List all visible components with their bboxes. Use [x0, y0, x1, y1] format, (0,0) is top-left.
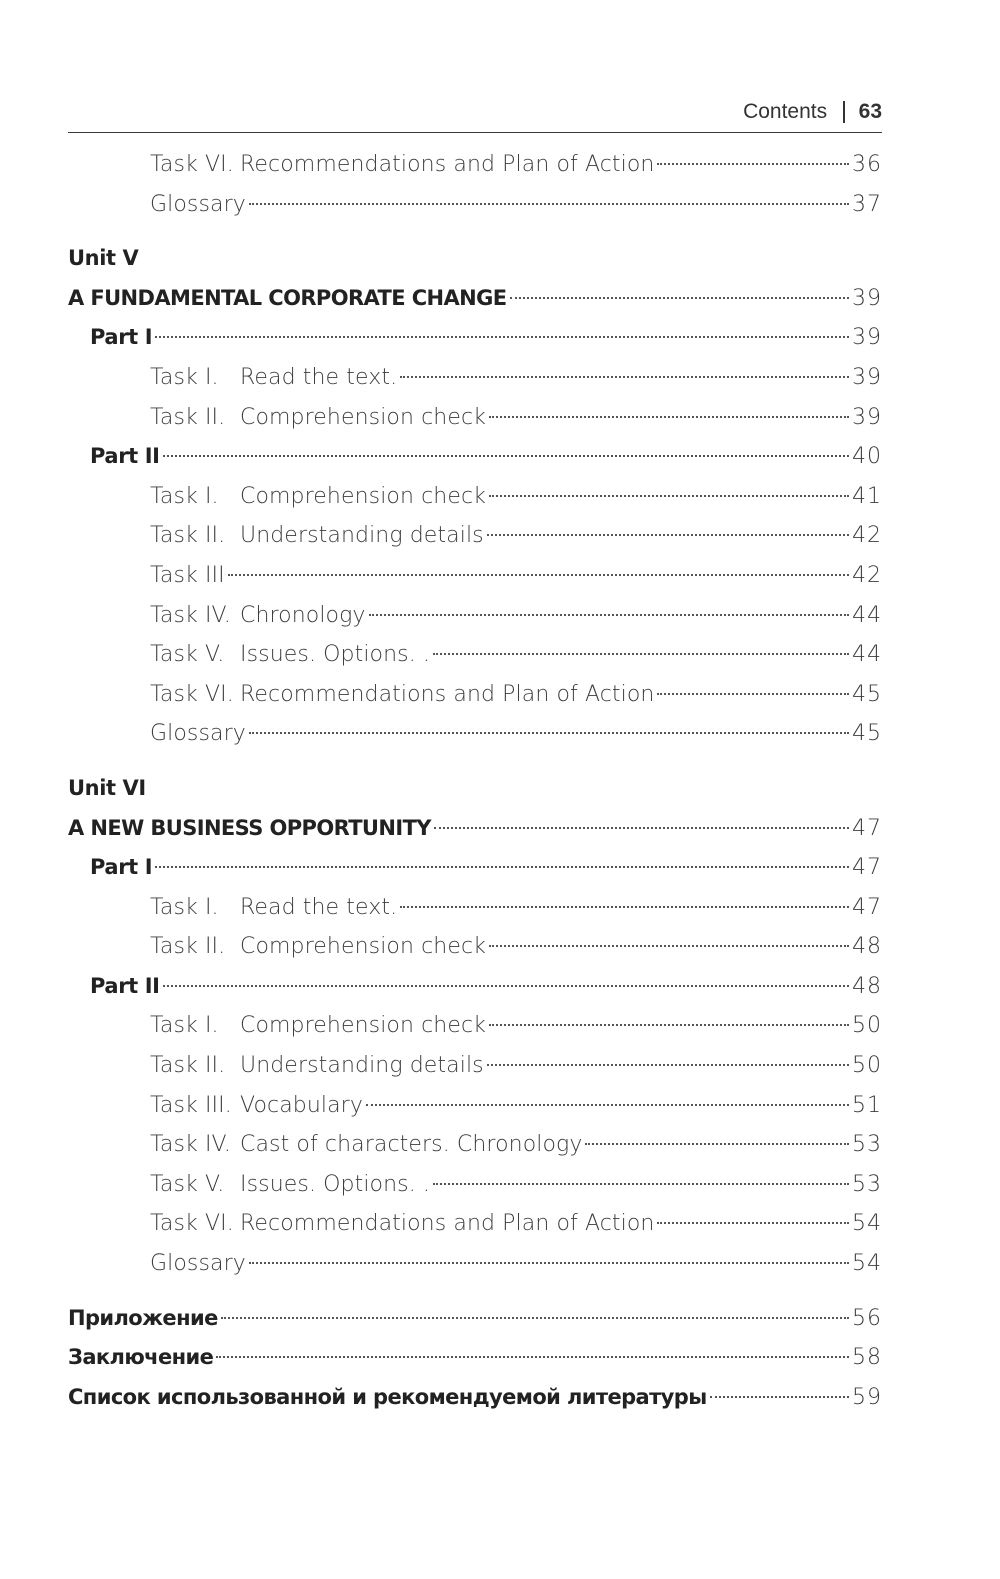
toc-entry[interactable]: [68, 185, 882, 225]
toc-entry[interactable]: [68, 556, 882, 596]
toc-entry-unit[interactable]: [68, 279, 882, 319]
table-of-contents: [68, 145, 882, 1417]
page-number: 39: [852, 325, 882, 351]
task-title: Glossary: [150, 1251, 246, 1277]
part-title: Part I: [90, 325, 153, 350]
toc-entry-conclusion[interactable]: [68, 1338, 882, 1378]
page-number: 53: [852, 1132, 882, 1158]
task-title: Recommendations and Plan of Action: [240, 1211, 655, 1237]
spacer: [68, 754, 882, 769]
unit-label-text: Unit VI: [68, 775, 146, 800]
part-title: Part II: [90, 444, 160, 469]
page-number: 54: [852, 1211, 882, 1237]
leader-dots: [710, 1396, 849, 1398]
header-section-title: Contents: [743, 100, 828, 123]
page-number: 37: [852, 191, 882, 217]
task-number: Task V.: [150, 642, 225, 668]
spacer: [68, 1284, 882, 1299]
header-inner: [743, 100, 882, 124]
back-matter-title: Приложение: [68, 1305, 218, 1330]
toc-entry[interactable]: [68, 675, 882, 715]
task-title: Understanding details: [240, 523, 484, 549]
page-number: 48: [852, 973, 882, 999]
toc-entry[interactable]: [68, 1046, 882, 1086]
toc-entry-unit[interactable]: [68, 809, 882, 849]
task-title: Issues. Options. .: [240, 1171, 431, 1197]
task-title: Read the text.: [240, 894, 398, 920]
leader-dots: [216, 1356, 849, 1358]
task-title: Vocabulary: [240, 1092, 363, 1118]
toc-entry[interactable]: [68, 635, 882, 675]
task-title: Recommendations and Plan of Action: [240, 152, 655, 177]
task-title: Comprehension check: [240, 483, 487, 509]
unit-label: [68, 239, 882, 279]
page-number: 47: [852, 894, 882, 920]
task-title: Read the text.: [240, 364, 398, 390]
leader-dots: [221, 1317, 849, 1319]
page-number: 51: [852, 1092, 882, 1118]
part-title: Part I: [90, 855, 153, 880]
header-separator: [843, 101, 845, 123]
back-matter-title: Заключение: [68, 1345, 214, 1370]
task-number: Task V.: [150, 1171, 225, 1197]
toc-entry[interactable]: [68, 516, 882, 556]
leader-dots: [369, 614, 849, 616]
leader-dots: [433, 1183, 849, 1185]
toc-entry[interactable]: [68, 927, 882, 967]
task-number: Task VI.: [150, 1211, 234, 1237]
task-title: Cast of characters. Chronology: [240, 1132, 583, 1158]
leader-dots: [657, 693, 849, 695]
page-number: 47: [852, 815, 882, 841]
task-number: Task I.: [150, 483, 219, 509]
spacer: [68, 224, 882, 239]
page-number: 53: [852, 1171, 882, 1197]
toc-entry-bibliography[interactable]: [68, 1378, 882, 1418]
task-number: Task II.: [150, 404, 226, 430]
page-number: 47: [852, 855, 882, 881]
leader-dots: [489, 416, 849, 418]
running-header: [68, 98, 882, 133]
header-page-number: 63: [858, 100, 882, 123]
page-number: 42: [852, 562, 882, 588]
leader-dots: [155, 336, 849, 338]
leader-dots: [400, 906, 849, 908]
toc-entry[interactable]: [68, 358, 882, 398]
toc-entry[interactable]: [68, 1204, 882, 1244]
leader-dots: [155, 866, 849, 868]
toc-entry[interactable]: [68, 398, 882, 438]
leader-dots: [657, 163, 849, 165]
toc-entry-part[interactable]: [68, 318, 882, 358]
page-number: 56: [852, 1305, 882, 1331]
task-number: Task III.: [150, 1092, 232, 1118]
leader-dots: [510, 297, 849, 299]
leader-dots: [366, 1104, 849, 1106]
leader-dots: [400, 376, 849, 378]
toc-entry[interactable]: [68, 596, 882, 636]
page-number: 45: [852, 721, 882, 747]
page-number: 44: [852, 602, 882, 628]
task-number: Task II.: [150, 934, 226, 960]
page-number: 44: [852, 642, 882, 668]
toc-entry-part[interactable]: [68, 848, 882, 888]
unit-title: A NEW BUSINESS OPPORTUNITY: [68, 815, 431, 840]
leader-dots: [249, 1262, 849, 1264]
leader-dots: [489, 495, 849, 497]
page-number: 54: [852, 1251, 882, 1277]
page-number: 39: [852, 364, 882, 390]
task-number: Task IV.: [150, 1132, 231, 1158]
task-number: Task IV.: [150, 602, 231, 628]
task-title: Comprehension check: [240, 404, 487, 430]
toc-entry[interactable]: [68, 1125, 882, 1165]
task-title: Glossary: [150, 721, 246, 747]
task-title: Comprehension check: [240, 934, 487, 960]
leader-dots: [433, 653, 849, 655]
toc-entry[interactable]: [68, 1086, 882, 1126]
task-title: Issues. Options. .: [240, 642, 431, 668]
page-number: 41: [852, 483, 882, 509]
page-number: 36: [852, 152, 882, 177]
leader-dots: [487, 1064, 849, 1066]
leader-dots: [249, 732, 849, 734]
unit-label: [68, 769, 882, 809]
leader-dots: [489, 945, 849, 947]
task-number: Task VI.: [150, 152, 234, 177]
page-number: 40: [852, 444, 882, 470]
page-number: 45: [852, 681, 882, 707]
toc-entry-part[interactable]: [68, 967, 882, 1007]
leader-dots: [228, 574, 849, 576]
leader-dots: [487, 534, 849, 536]
leader-dots: [434, 827, 849, 829]
toc-entry-appendix[interactable]: [68, 1299, 882, 1339]
toc-entry[interactable]: [68, 1165, 882, 1205]
page-number: 48: [852, 934, 882, 960]
page-number: 42: [852, 523, 882, 549]
task-title: Recommendations and Plan of Action: [240, 681, 655, 707]
task-number: Task III: [150, 562, 225, 588]
leader-dots: [489, 1024, 849, 1026]
toc-entry[interactable]: [68, 1244, 882, 1284]
task-number: Task II.: [150, 1053, 226, 1079]
leader-dots: [657, 1222, 849, 1224]
task-title: Comprehension check: [240, 1013, 487, 1039]
page-number: 50: [852, 1053, 882, 1079]
page-number: 39: [852, 404, 882, 430]
leader-dots: [585, 1143, 849, 1145]
leader-dots: [163, 985, 849, 987]
task-number: Task II.: [150, 523, 226, 549]
toc-entry[interactable]: [68, 888, 882, 928]
task-number: Task I.: [150, 364, 219, 390]
page-number: 58: [852, 1345, 882, 1371]
task-title: Glossary: [150, 191, 246, 217]
task-number: Task VI.: [150, 681, 234, 707]
leader-dots: [249, 203, 849, 205]
page-number: 50: [852, 1013, 882, 1039]
toc-entry[interactable]: [68, 145, 882, 185]
leader-dots: [163, 455, 849, 457]
toc-entry[interactable]: [68, 1006, 882, 1046]
part-title: Part II: [90, 973, 160, 998]
toc-entry[interactable]: [68, 477, 882, 517]
page-number: 39: [852, 285, 882, 311]
task-title: Understanding details: [240, 1053, 484, 1079]
back-matter-title: Список использованной и рекомендуемой литературы: [68, 1384, 707, 1409]
task-number: Task I.: [150, 1013, 219, 1039]
page: [68, 0, 882, 1579]
task-title: Chronology: [240, 602, 366, 628]
unit-title: A FUNDAMENTAL CORPORATE CHANGE: [68, 285, 507, 310]
toc-entry-part[interactable]: [68, 437, 882, 477]
task-number: Task I.: [150, 894, 219, 920]
page-number: 59: [852, 1384, 882, 1410]
unit-label-text: Unit V: [68, 246, 139, 271]
toc-entry[interactable]: [68, 714, 882, 754]
